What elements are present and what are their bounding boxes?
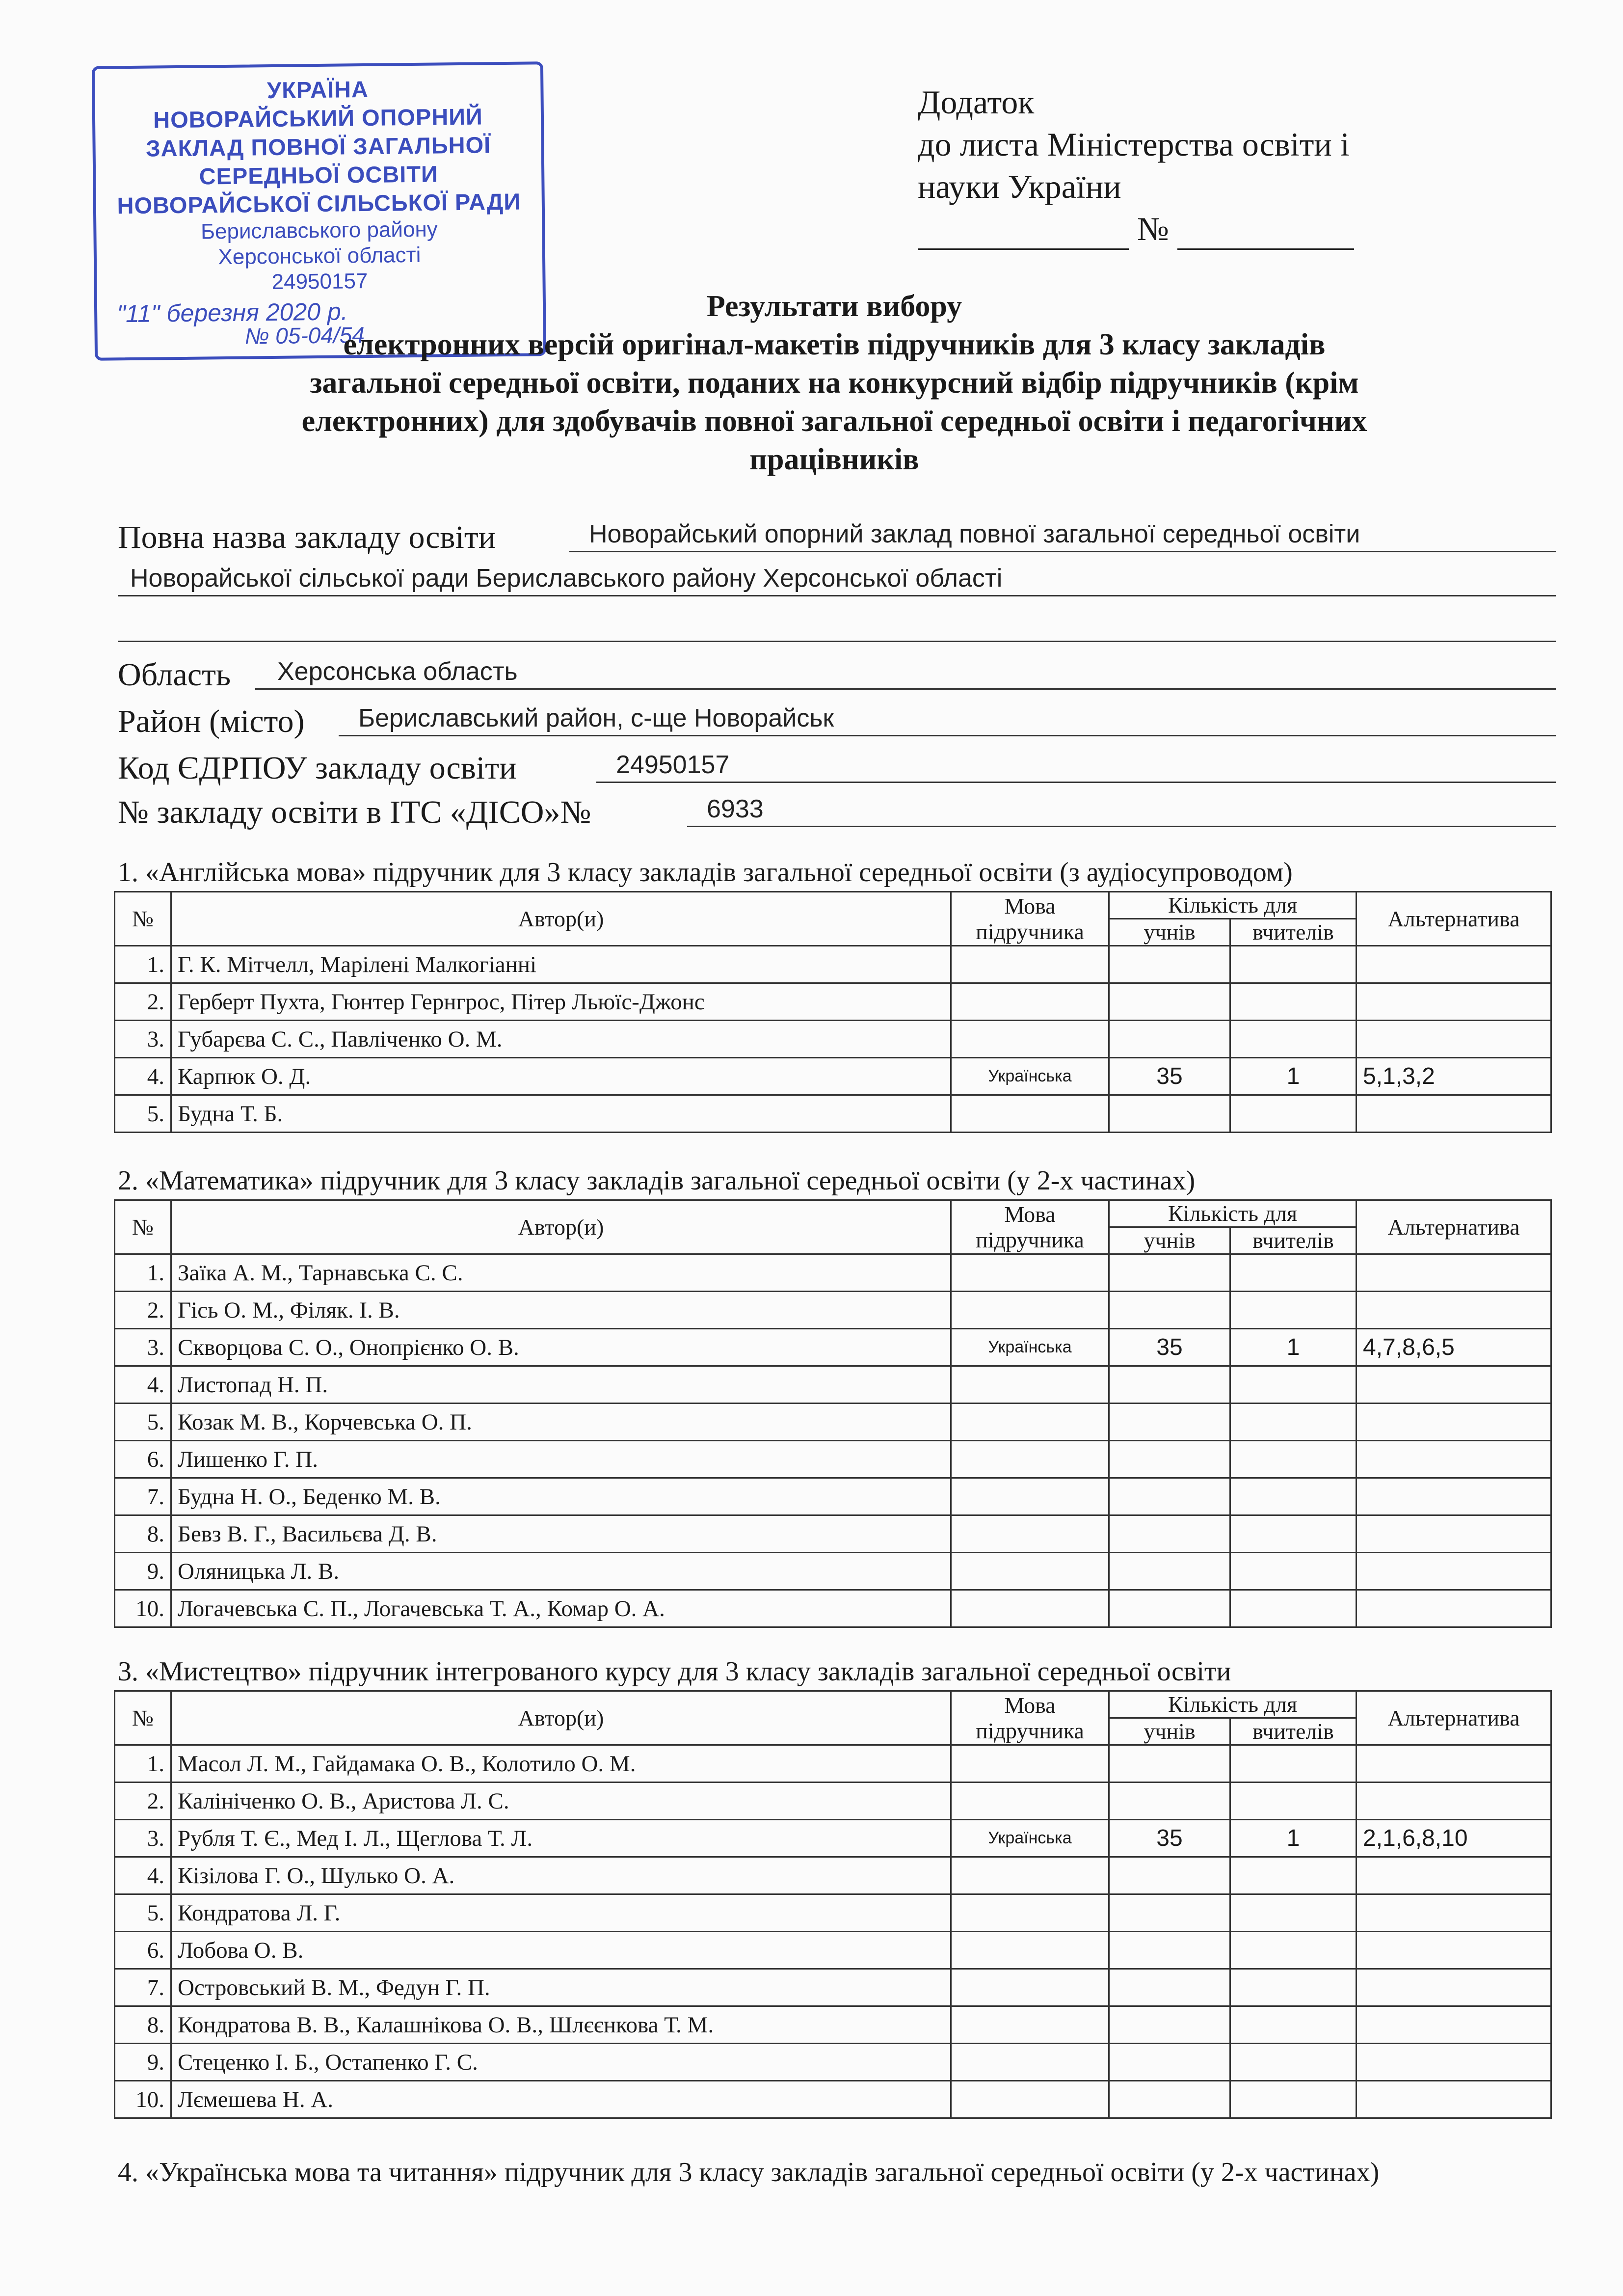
school-value-2: Новорайської сільської ради Бериславського району Херсонської області [130,564,1003,593]
col-author: Автор(и) [171,892,951,946]
table-row: 3. Рубля Т. Є., Мед І. Л., Щеглова Т. Л. Українська 35 1 2,1,6,8,10 [115,1820,1551,1857]
addendum-number-line [918,208,1354,250]
stamp-line: НОВОРАЙСЬКИЙ ОПОРНИЙ [153,103,483,133]
section-4-title: 4. «Українська мова та читання» підручник для 3 класу закладів загальної середньої освіти (у 2-х частинах) [118,2157,1380,2188]
stamp-sub: Бериславського району [200,217,438,244]
col-author: Автор(и) [171,1691,951,1745]
table-row: 9. Оляницька Л. В. [115,1553,1551,1590]
underline [118,641,1556,642]
col-count: Кількість для [1109,892,1357,919]
section-3-title: 3. «Мистецтво» підручник інтегрованого курсу для 3 класу закладів загальної середньої освіти [118,1656,1231,1687]
col-alt: Альтернатива [1357,1691,1551,1745]
table-row: 8. Кондратова В. В., Калашнікова О. В., Шлєєнкова Т. М. [115,2006,1551,2044]
stamp-line: НОВОРАЙСЬКОЇ СІЛЬСЬКОЇ РАДИ [117,188,521,219]
col-alt: Альтернатива [1357,1200,1551,1254]
underline [118,595,1556,596]
table-row: 8. Бевз В. Г., Васильєва Д. В. [115,1515,1551,1553]
section-3-table [114,1690,1552,2119]
col-lang: Мова підручника [951,892,1109,946]
stamp-sub: Херсонської області [218,243,421,270]
table-row: 10. Логачевська С. П., Логачевська Т. А., Комар О. А. [115,1590,1551,1627]
school-value-1: Новорайський опорний заклад повної загальної середньої освіти [589,520,1360,548]
table-row: 6. Лобова О. В. [115,1932,1551,1969]
table-row: 5. Козак М. В., Корчевська О. П. [115,1404,1551,1441]
title-line: загальної середньої освіти, поданих на конкурсний відбір підручників (крім [310,366,1359,400]
section-2-table [114,1199,1552,1628]
table-row: 5. Кондратова Л. Г. [115,1894,1551,1932]
document-title [118,287,1551,479]
col-lang: Мова підручника [951,1200,1109,1254]
table-row: 2. Гісь О. М., Філяк. І. В. [115,1292,1551,1329]
title-line: Результати вибору [706,290,962,323]
col-num: № [115,1200,171,1254]
stamp-date: "11" березня 2020 р. [116,297,348,328]
itc-value: 6933 [707,795,764,823]
region-value: Херсонська область [277,657,518,686]
col-students: учнів [1109,1227,1230,1254]
table-row: 7. Островський В. М., Федун Г. П. [115,1969,1551,2006]
stamp-line: УКРАЇНА [266,76,369,104]
stamp-line: СЕРЕДНЬОЇ ОСВІТИ [199,161,439,189]
col-teachers: вчителів [1230,1227,1357,1254]
table-row: 7. Будна Н. О., Беденко М. В. [115,1478,1551,1515]
underline [255,688,1556,690]
col-author: Автор(и) [171,1200,951,1254]
col-num: № [115,892,171,946]
title-line: працівників [749,443,919,476]
title-line: електронних версій оригінал-макетів підручників для 3 класу закладів [343,328,1326,361]
section-1-table [114,891,1552,1133]
col-students: учнів [1109,919,1230,946]
col-count: Кількість для [1109,1200,1357,1227]
table-row: 6. Лишенко Г. П. [115,1441,1551,1478]
underline [339,735,1556,736]
table-row: 3. Губарєва С. С., Павліченко О. М. [115,1021,1551,1058]
school-label: Повна назва закладу освіти [118,519,496,555]
stamp-number: № 05-04/54 [244,322,365,349]
col-teachers: вчителів [1230,919,1357,946]
number-sign: № [1137,210,1169,247]
district-label: Район (місто) [118,703,305,739]
table-row: 1. Масол Л. М., Гайдамака О. В., Колотило О. М. [115,1745,1551,1783]
table-row: 1. Г. К. Мітчелл, Марілені Малкогіанні [115,946,1551,983]
stamp-sub: 24950157 [271,269,368,295]
edrpou-label: Код ЄДРПОУ закладу освіти [118,750,517,786]
region-label: Область [118,657,231,693]
col-alt: Альтернатива [1357,892,1551,946]
col-lang: Мова підручника [951,1691,1109,1745]
edrpou-value: 24950157 [616,751,730,779]
col-teachers: вчителів [1230,1718,1357,1745]
section-2-title: 2. «Математика» підручник для 3 класу закладів загальної середньої освіти (у 2-х частинах) [118,1165,1196,1196]
underline [596,782,1556,783]
itc-label: № закладу освіти в ІТС «ДІСО»№ [118,794,591,830]
col-num: № [115,1691,171,1745]
col-students: учнів [1109,1718,1230,1745]
section-1-title: 1. «Англійська мова» підручник для 3 класу закладів загальної середньої освіти (з аудіосупроводом) [118,857,1293,888]
col-count: Кількість для [1109,1691,1357,1718]
addendum-line: науки України [918,168,1121,205]
title-line: електронних) для здобувачів повної загальної середньої освіти і педагогічних [301,405,1367,438]
district-value: Бериславський район, с-ще Новорайськ [358,704,834,732]
table-row: 10. Лємешева Н. А. [115,2081,1551,2118]
stamp-line: ЗАКЛАД ПОВНОЇ ЗАГАЛЬНОЇ [145,132,491,162]
addendum-block [918,81,1354,250]
addendum-line: Додаток [918,83,1035,121]
table-row: 2. Герберт Пухта, Гюнтер Гернгрос, Пітер Льюїс-Джонс [115,983,1551,1021]
table-row: 2. Калініченко О. В., Аристова Л. С. [115,1783,1551,1820]
table-row: 4. Карпюк О. Д. Українська 35 1 5,1,3,2 [115,1058,1551,1095]
underline [569,551,1556,552]
table-row: 1. Заїка А. М., Тарнавська С. С. [115,1254,1551,1292]
table-row: 4. Кізілова Г. О., Шулько О. А. [115,1857,1551,1894]
table-row: 4. Листопад Н. П. [115,1366,1551,1404]
table-row: 3. Скворцова С. О., Онопрієнко О. В. Українська 35 1 4,7,8,6,5 [115,1329,1551,1366]
table-row: 9. Стеценко І. Б., Остапенко Г. С. [115,2044,1551,2081]
table-row: 5. Будна Т. Б. [115,1095,1551,1133]
underline [687,826,1556,827]
addendum-line: до листа Міністерства освіти і [918,126,1350,163]
